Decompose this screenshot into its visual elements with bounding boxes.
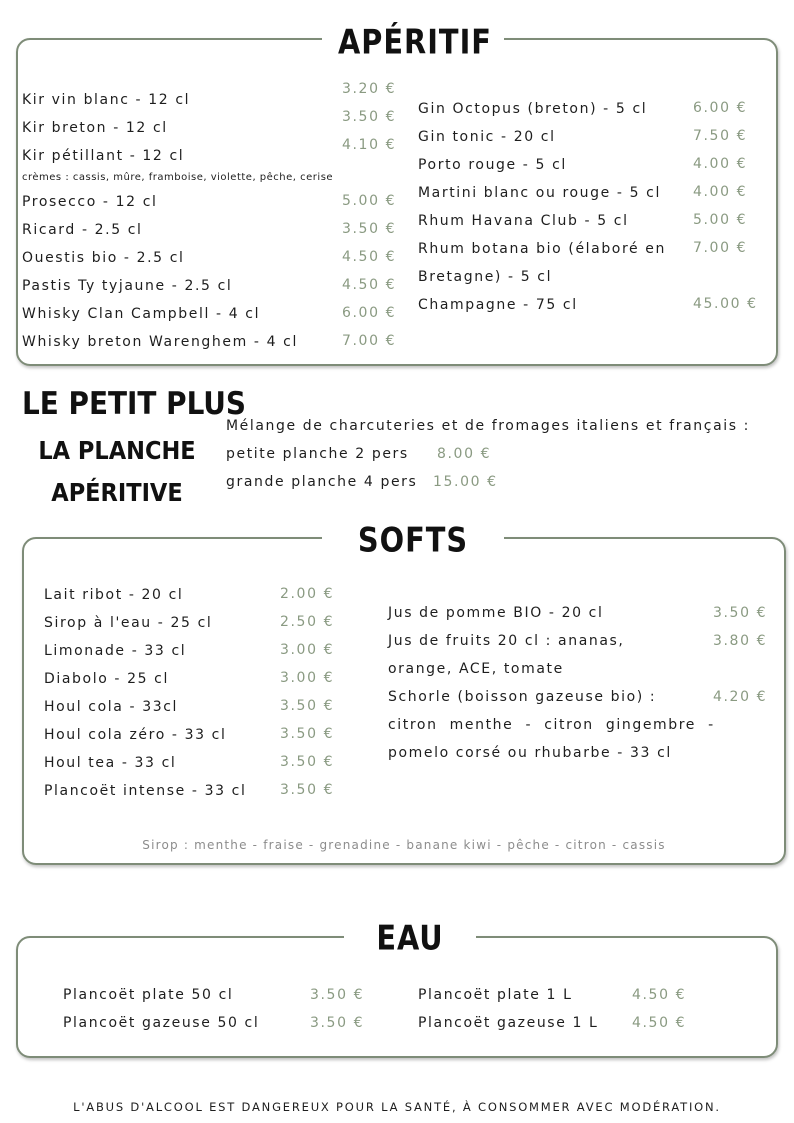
menu-item-price: 4.50 € <box>632 1015 687 1031</box>
menu-item-price: 45.00 € <box>693 296 758 312</box>
menu-item-price: 7.00 € <box>693 240 748 256</box>
menu-item-price: 4.50 € <box>342 277 397 293</box>
menu-item-label: Plancoët plate 1 L <box>418 987 573 1003</box>
menu-item-label: Martini blanc ou rouge - 5 cl <box>418 185 661 201</box>
menu-item-price: 2.00 € <box>280 586 335 602</box>
menu-item-label: Houl tea - 33 cl <box>44 755 177 771</box>
cremes-note: crèmes : cassis, mûre, framboise, violette, pêche, cerise <box>22 172 334 183</box>
eau-title: EAU <box>344 915 476 961</box>
menu-item-price: 15.00 € <box>433 474 498 490</box>
menu-item-price: 4.50 € <box>632 987 687 1003</box>
menu-item-label: Lait ribot - 20 cl <box>44 587 184 603</box>
menu-item-label: Diabolo - 25 cl <box>44 671 169 687</box>
menu-item-price: 3.50 € <box>713 605 768 621</box>
menu-item-price: 3.50 € <box>280 698 335 714</box>
menu-item-label: Kir vin blanc - 12 cl <box>22 92 191 108</box>
menu-item-label: Plancoët gazeuse 50 cl <box>63 1015 260 1031</box>
menu-item-price: 3.50 € <box>310 987 365 1003</box>
menu-item-price: 3.50 € <box>310 1015 365 1031</box>
footer-warning: L'ABUS D'ALCOOL EST DANGEREUX POUR LA SANTÉ, À CONSOMMER AVEC MODÉRATION. <box>73 1100 721 1114</box>
menu-item-price: 7.00 € <box>342 333 397 349</box>
menu-item-price: 3.50 € <box>280 726 335 742</box>
menu-item-label: Plancoët gazeuse 1 L <box>418 1015 599 1031</box>
menu-item-label: Schorle (boisson gazeuse bio) : <box>388 689 657 705</box>
menu-item-label: pomelo corsé ou rhubarbe - 33 cl <box>388 745 672 761</box>
menu-item-price: 4.20 € <box>713 689 768 705</box>
menu-item-price: 2.50 € <box>280 614 335 630</box>
menu-item-label: Whisky Clan Campbell - 4 cl <box>22 306 261 322</box>
menu-item-price: 8.00 € <box>437 446 492 462</box>
menu-item-label: Pastis Ty tyjaune - 2.5 cl <box>22 278 233 294</box>
menu-item-label: Limonade - 33 cl <box>44 643 187 659</box>
menu-item-price: 7.50 € <box>693 128 748 144</box>
menu-item-price: 4.10 € <box>342 137 397 153</box>
menu-item-label: Kir pétillant - 12 cl <box>22 148 185 164</box>
menu-item-label: Jus de pomme BIO - 20 cl <box>388 605 604 621</box>
menu-item-price: 4.50 € <box>342 249 397 265</box>
menu-item-label: Porto rouge - 5 cl <box>418 157 567 173</box>
menu-item-price: 3.50 € <box>280 782 335 798</box>
menu-item-label: Rhum Havana Club - 5 cl <box>418 213 629 229</box>
menu-item-label: citron menthe - citron gingembre - <box>388 717 715 733</box>
menu-item-label: Bretagne) - 5 cl <box>418 269 553 285</box>
menu-item-label: Plancoët plate 50 cl <box>63 987 234 1003</box>
menu-item-label: grande planche 4 pers <box>226 474 418 490</box>
menu-item-label: Jus de fruits 20 cl : ananas, <box>388 633 625 649</box>
menu-item-label: Ouestis bio - 2.5 cl <box>22 250 185 266</box>
menu-item-price: 3.00 € <box>280 670 335 686</box>
menu-item-label: orange, ACE, tomate <box>388 661 564 677</box>
menu-item-price: 5.00 € <box>693 212 748 228</box>
menu-item-label: Prosecco - 12 cl <box>22 194 158 210</box>
planche-subtitle-1: LA PLANCHE <box>38 436 196 465</box>
planche-subtitle-2: APÉRITIVE <box>51 478 183 507</box>
menu-item-price: 3.00 € <box>280 642 335 658</box>
menu-item-price: 6.00 € <box>693 100 748 116</box>
menu-item-price: 3.50 € <box>280 754 335 770</box>
menu-item-price: 5.00 € <box>342 193 397 209</box>
menu-item-price: 3.20 € <box>342 81 397 97</box>
menu-item-label: Rhum botana bio (élaboré en <box>418 241 666 257</box>
menu-item-label: Houl cola zéro - 33 cl <box>44 727 227 743</box>
menu-item-price: 4.00 € <box>693 184 748 200</box>
menu-item-price: 4.00 € <box>693 156 748 172</box>
menu-item-label: Ricard - 2.5 cl <box>22 222 143 238</box>
menu-item-label: Gin tonic - 20 cl <box>418 129 556 145</box>
sirop-note: Sirop : menthe - fraise - grenadine - banane kiwi - pêche - citron - cassis <box>142 838 666 852</box>
menu-item-label: petite planche 2 pers <box>226 446 409 462</box>
menu-item-label: Houl cola - 33cl <box>44 699 178 715</box>
menu-item-price: 3.50 € <box>342 221 397 237</box>
petit-plus-title: LE PETIT PLUS <box>22 386 246 422</box>
menu-item-label: Whisky breton Warenghem - 4 cl <box>22 334 298 350</box>
menu-item-price: 6.00 € <box>342 305 397 321</box>
menu-item-label: Sirop à l'eau - 25 cl <box>44 615 213 631</box>
softs-title: SOFTS <box>322 517 504 563</box>
menu-item-label: Kir breton - 12 cl <box>22 120 168 136</box>
planche-description: Mélange de charcuteries et de fromages italiens et français : <box>226 418 750 434</box>
menu-item-label: Champagne - 75 cl <box>418 297 578 313</box>
menu-item-price: 3.50 € <box>342 109 397 125</box>
aperitif-title: APÉRITIF <box>322 19 504 65</box>
menu-item-price: 3.80 € <box>713 633 768 649</box>
menu-item-label: Gin Octopus (breton) - 5 cl <box>418 101 648 117</box>
menu-item-label: Plancoët intense - 33 cl <box>44 783 247 799</box>
